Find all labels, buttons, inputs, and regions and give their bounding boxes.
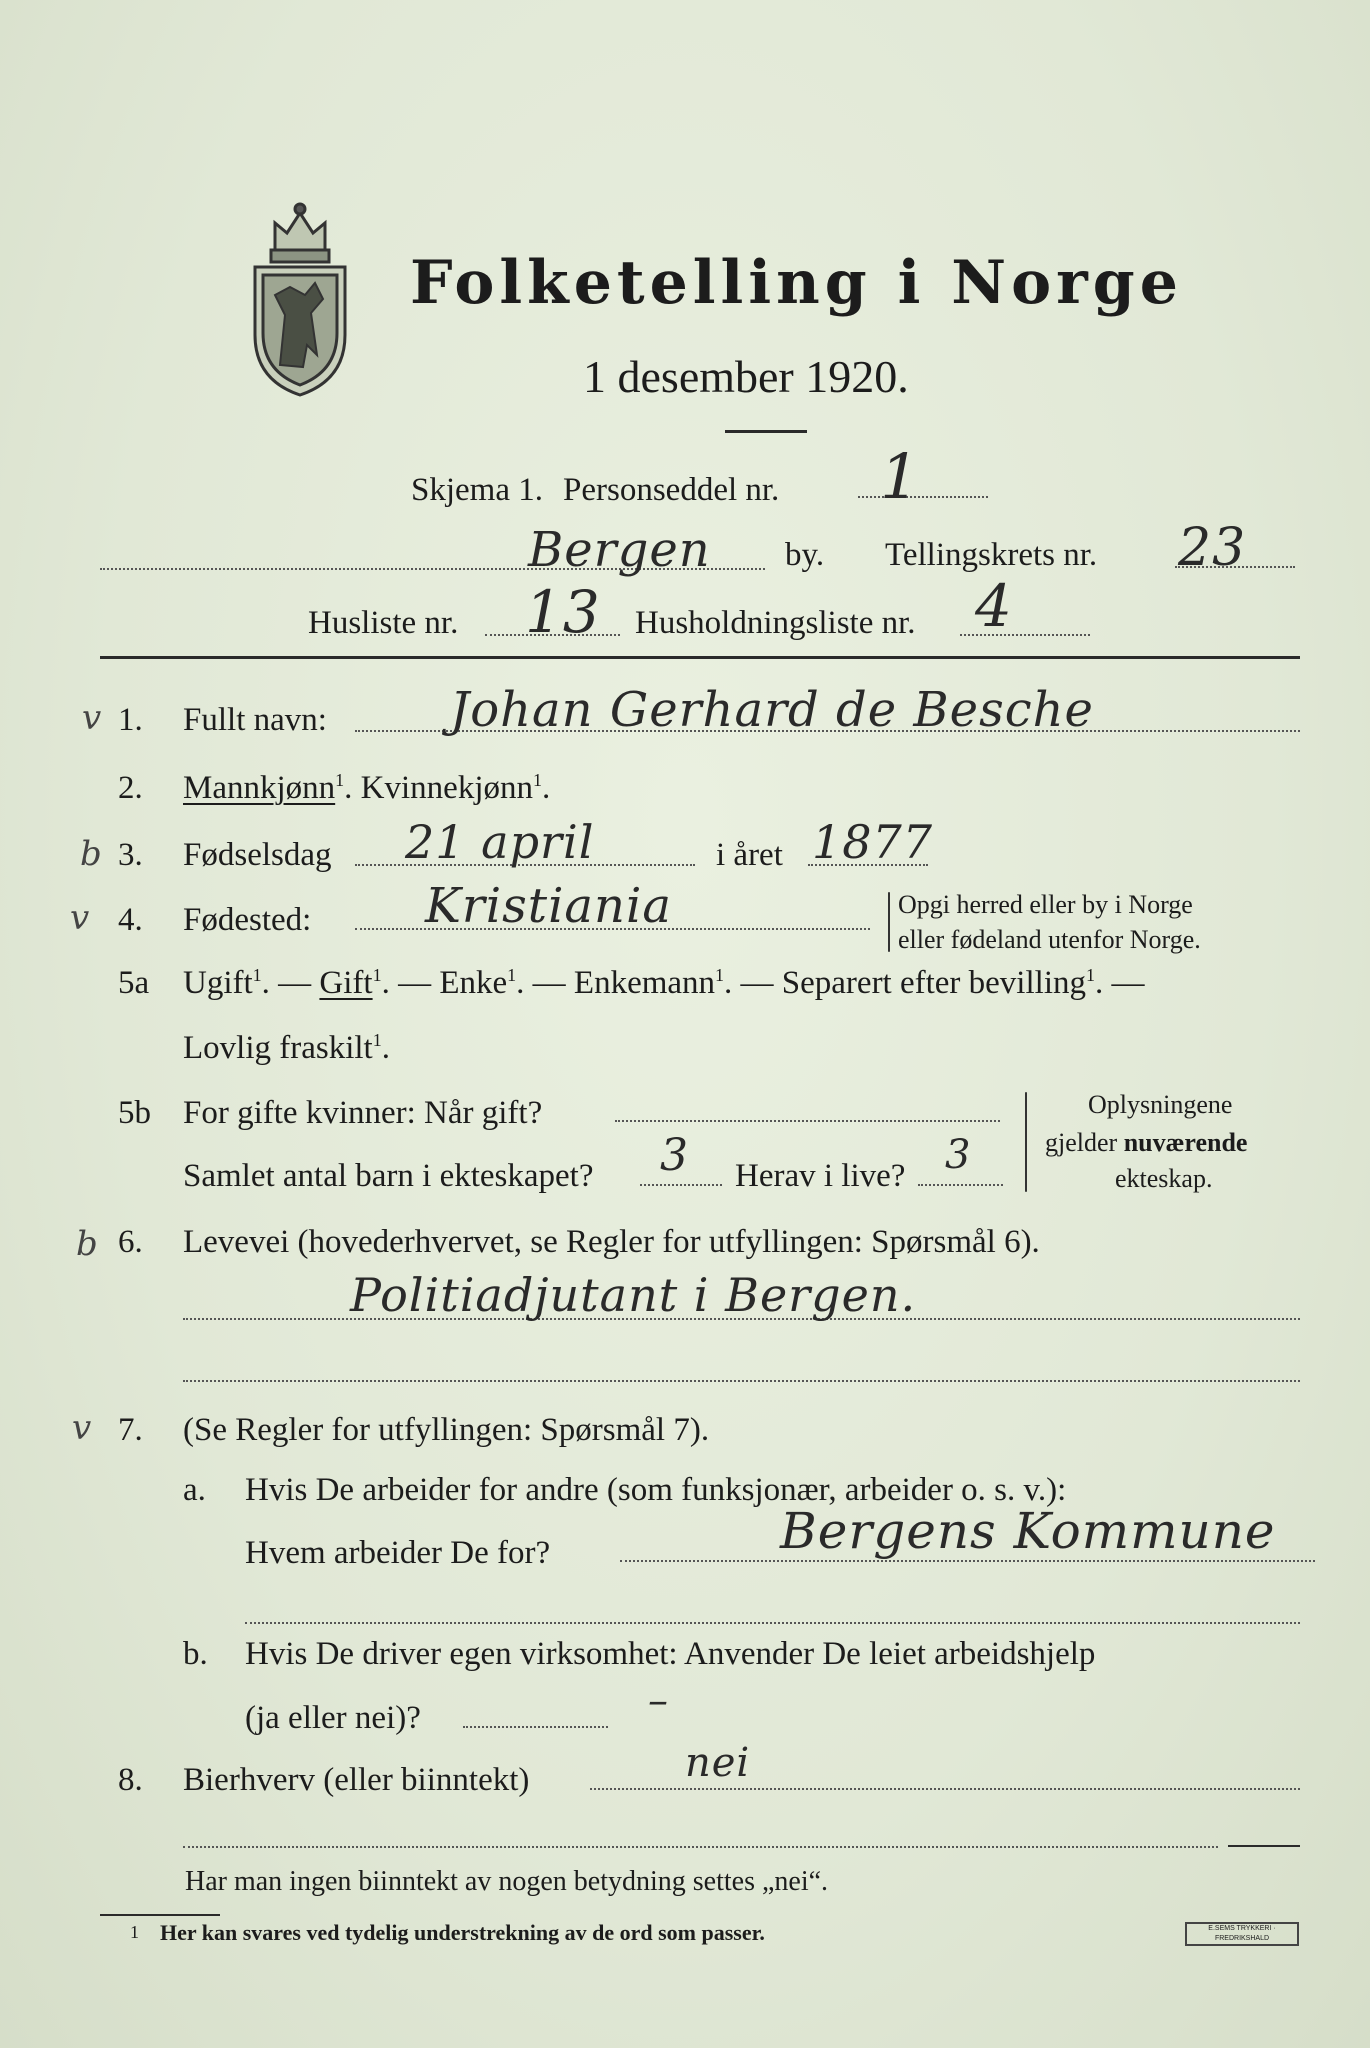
personseddel-label: Personseddel nr. (563, 472, 780, 508)
title-rule (725, 430, 807, 433)
biinntekt-note: Har man ingen biinntekt av nogen betydning settes „nei“. (185, 1866, 829, 1897)
married-when-line (615, 1120, 1000, 1122)
personseddel-value[interactable]: 1 (880, 440, 921, 513)
marital-gift-option[interactable]: Gift (319, 965, 373, 1001)
employer-value[interactable]: Bergens Kommune (780, 1502, 1276, 1560)
printer-stamp: E.SEMS TRYKKERI · FREDRIKSHALD (1185, 1922, 1299, 1946)
husholdning-label: Husholdningsliste nr. (635, 605, 916, 641)
gender-male-option[interactable]: Mannkjønn (183, 770, 336, 806)
q4-brace (888, 892, 890, 952)
gender-female-option[interactable]: Kvinnekjønn (360, 770, 533, 806)
personseddel-line (858, 496, 988, 498)
q8-number: 8. (118, 1762, 143, 1798)
gender-options: Mannkjønn$^1$. Kvinnekjønn$^1$. (183, 770, 551, 806)
q3-number: 3. (118, 837, 143, 873)
q6-label: Levevei (hovederhvervet, se Regler for utfyllingen: Spørsmål 6). (183, 1224, 1040, 1260)
marital-lovlig-option[interactable]: Lovlig fraskilt (183, 1030, 373, 1066)
hired-help-value[interactable]: – (648, 1678, 669, 1724)
q7a-question: Hvem arbeider De for? (245, 1535, 551, 1571)
schema-label: Skjema 1. (411, 472, 543, 508)
q6-number: 6. (118, 1224, 143, 1260)
occupation-line-2 (183, 1380, 1300, 1382)
marital-status-options: Ugift$^1$. — Gift$^1$. — Enke$^1$. — Enkemann$^1$. — Separert efter bevilling$^1$. — (183, 965, 1145, 1001)
form-title: Folketelling i Norge (410, 248, 1183, 318)
q1-check-mark: v (82, 698, 103, 738)
full-name-value[interactable]: Johan Gerhard de Besche (450, 682, 1094, 738)
husliste-value[interactable]: 13 (525, 578, 601, 646)
hired-help-line (463, 1726, 608, 1728)
side-income-rule (1228, 1845, 1300, 1847)
q7b-letter: b. (183, 1636, 208, 1672)
alive-line (918, 1184, 1003, 1186)
husliste-label: Husliste nr. (308, 605, 459, 641)
q7b-text: Hvis De driver egen virksomhet: Anvender De leiet arbeidshjelp (245, 1636, 1096, 1672)
q5b-note-3: ekteskap. (1115, 1164, 1213, 1193)
q4-check-mark: v (70, 898, 91, 938)
side-income-value[interactable]: nei (685, 1740, 751, 1786)
husholdning-value[interactable]: 4 (975, 572, 1013, 640)
side-income-line-2 (183, 1846, 1218, 1848)
alive-value[interactable]: 3 (945, 1132, 972, 1178)
q4-note-2: eller fødeland utenfor Norge. (898, 925, 1201, 954)
q5b-brace (1025, 1092, 1027, 1192)
q7-number: 7. (118, 1412, 143, 1448)
city-suffix: by. (785, 537, 825, 573)
q8-label: Bierhverv (eller biinntekt) (183, 1762, 530, 1798)
q6-check-mark: b (76, 1224, 99, 1264)
marital-ugift-option[interactable]: Ugift (183, 965, 253, 1001)
norway-coat-of-arms-icon (245, 195, 355, 400)
occupation-value[interactable]: Politiadjutant i Bergen. (350, 1268, 917, 1322)
birth-year-value[interactable]: 1877 (812, 815, 934, 869)
side-income-line (590, 1788, 1300, 1790)
footnote-text: Her kan svares ved tydelig understrekning av de ord som passer. (160, 1920, 765, 1945)
header-rule (100, 656, 1300, 659)
q1-label: Fullt navn: (183, 702, 327, 738)
q5b-label: For gifte kvinner: Når gift? (183, 1095, 543, 1131)
employer-line (620, 1560, 1315, 1562)
q7-check-mark: v (72, 1408, 93, 1448)
q5a-number: 5a (118, 965, 150, 1001)
q7b-question: (ja eller nei)? (245, 1700, 421, 1736)
marital-enke-option[interactable]: Enke (439, 965, 508, 1001)
q7a-letter: a. (183, 1472, 206, 1508)
q1-number: 1. (118, 702, 143, 738)
tellingskrets-label: Tellingskrets nr. (885, 537, 1098, 573)
q4-note-1: Opgi herred eller by i Norge (898, 890, 1193, 919)
children-value[interactable]: 3 (660, 1130, 689, 1181)
q3-check-mark: b (80, 834, 103, 874)
children-line (640, 1184, 722, 1186)
tellingskrets-value[interactable]: 23 (1178, 518, 1247, 578)
q3-label: Fødselsdag (183, 837, 332, 873)
q5b-note-1: Oplysningene (1088, 1090, 1233, 1119)
footnote-rule (100, 1914, 220, 1916)
marital-lovlig-row: Lovlig fraskilt$^1$. (183, 1030, 390, 1066)
footnote-mark: 1 (130, 1922, 139, 1942)
census-date: 1 desember 1920. (583, 351, 909, 402)
q4-label: Fødested: (183, 902, 312, 938)
q2-number: 2. (118, 770, 143, 806)
year-label: i året (716, 837, 783, 873)
q7a-text: Hvis De arbeider for andre (som funksjonær, arbeider o. s. v.): (245, 1472, 1067, 1508)
q5b-number: 5b (118, 1095, 151, 1131)
q5b-note-2: gjelder nuværende (1045, 1128, 1248, 1157)
children-label: Samlet antal barn i ekteskapet? (183, 1158, 594, 1194)
birthday-value[interactable]: 21 april (405, 815, 595, 869)
birthplace-value[interactable]: Kristiania (425, 878, 672, 934)
marital-enkemann-option[interactable]: Enkemann (573, 965, 716, 1001)
employer-line-2 (245, 1622, 1300, 1624)
marital-separert-option[interactable]: Separert efter bevilling (781, 965, 1086, 1001)
city-value[interactable]: Bergen (528, 522, 711, 578)
q7-label: (Se Regler for utfyllingen: Spørsmål 7). (183, 1412, 710, 1448)
alive-label: Herav i live? (735, 1158, 906, 1194)
q4-number: 4. (118, 902, 143, 938)
